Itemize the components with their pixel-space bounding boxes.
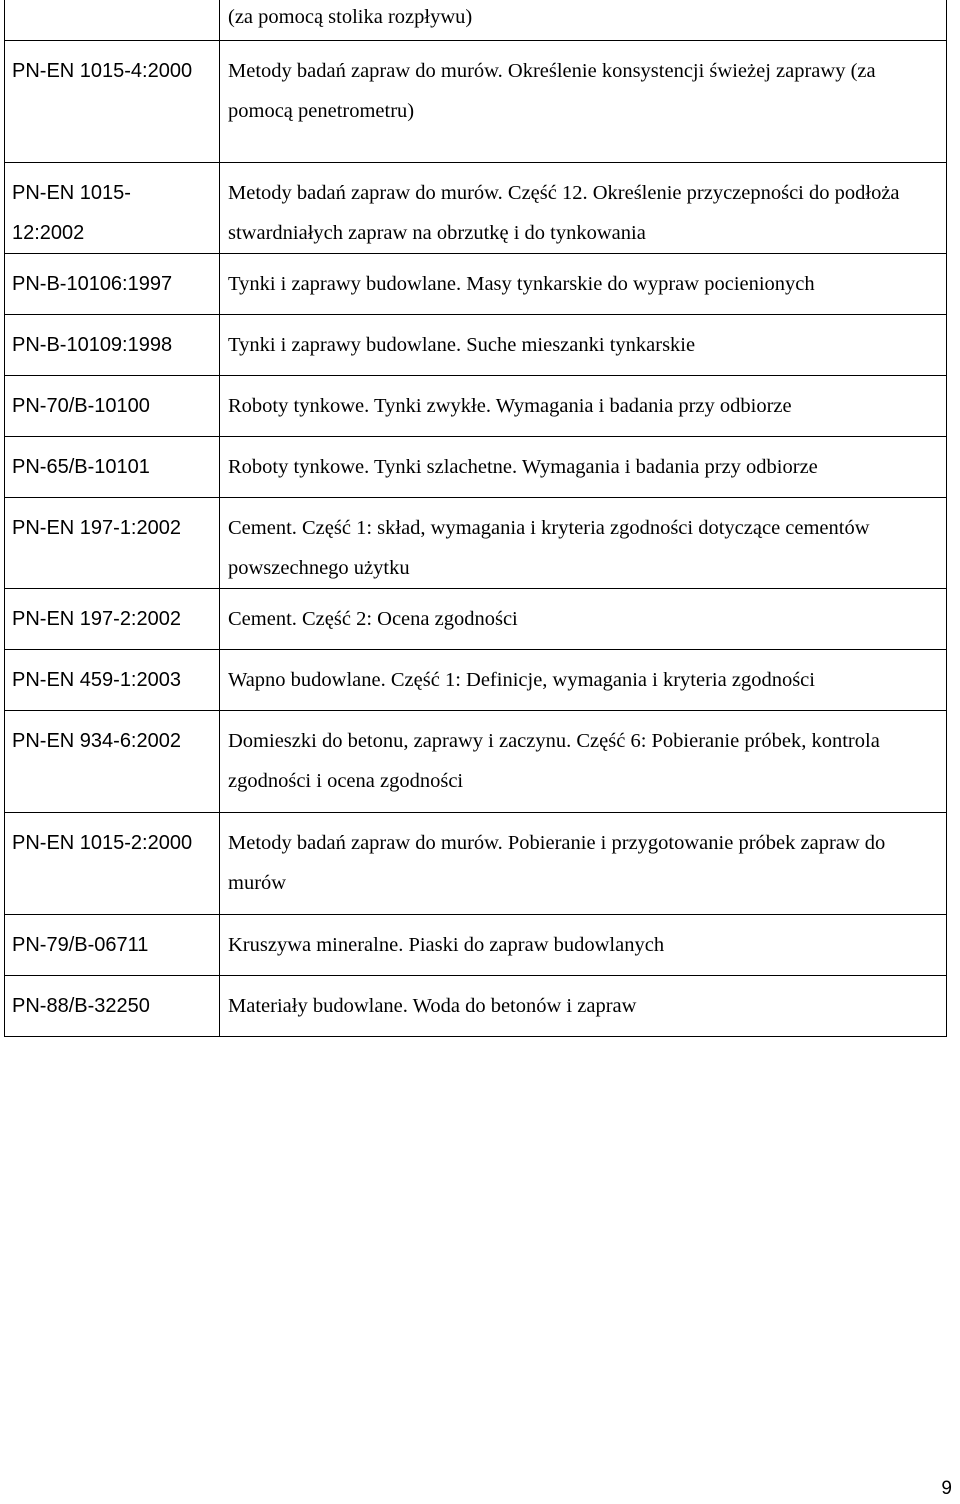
- standard-description: Domieszki do betonu, zaprawy i zaczynu. Część 6: Pobieranie próbek, kontrola zgodności i ocena zgodności: [228, 729, 880, 792]
- standard-description: Roboty tynkowe. Tynki szlachetne. Wymagania i badania przy odbiorze: [228, 455, 818, 478]
- standard-code-cell: [5, 497, 220, 588]
- standard-description-cell: [220, 914, 947, 975]
- table-row: [5, 40, 947, 162]
- standard-code: PN-65/B-10101: [12, 455, 150, 478]
- standard-code-cell: [5, 162, 220, 253]
- table-row: [5, 975, 947, 1036]
- standard-description-cell: [220, 497, 947, 588]
- standard-description-cell: [220, 314, 947, 375]
- standard-code-cell: [5, 914, 220, 975]
- table-row: [5, 375, 947, 436]
- page-number: 9: [941, 1478, 952, 1499]
- standard-code: PN-88/B-32250: [12, 994, 150, 1017]
- table-row: [5, 649, 947, 710]
- standard-description: Metody badań zapraw do murów. Część 12. Określenie przyczepności do podłoża stwardniałych zapraw na obrzutkę i do tynkowania: [228, 181, 900, 244]
- standard-code-cell: [5, 375, 220, 436]
- standard-code-cell: [5, 40, 220, 162]
- standard-code-cell: [5, 314, 220, 375]
- table-row: [5, 253, 947, 314]
- table-row: [5, 812, 947, 914]
- standard-description-cell: [220, 0, 947, 40]
- standard-code: PN-B-10106:1997: [12, 272, 173, 295]
- standard-code-cell: [5, 975, 220, 1036]
- standard-description-cell: [220, 812, 947, 914]
- standard-code-cell: [5, 588, 220, 649]
- table-row: [5, 497, 947, 588]
- standard-description-cell: [220, 375, 947, 436]
- standard-code-cell: [5, 253, 220, 314]
- table-row: [5, 314, 947, 375]
- standard-code: PN-79/B-06711: [12, 933, 149, 956]
- table-row: [5, 162, 947, 253]
- standard-code: PN-70/B-10100: [12, 394, 150, 417]
- standard-description-cell: [220, 710, 947, 812]
- standard-description: Roboty tynkowe. Tynki zwykłe. Wymagania i badania przy odbiorze: [228, 394, 792, 417]
- standard-description-cell: [220, 975, 947, 1036]
- standard-description: Metody badań zapraw do murów. Określenie konsystencji świeżej zaprawy (za pomocą penetrometru): [228, 59, 876, 122]
- standard-code: PN-B-10109:1998: [12, 333, 173, 356]
- standard-description: Tynki i zaprawy budowlane. Suche mieszanki tynkarskie: [228, 333, 696, 356]
- standard-code: PN-EN 1015-4:2000: [12, 59, 193, 82]
- standard-description-cell: [220, 436, 947, 497]
- standard-description: (za pomocą stolika rozpływu): [228, 6, 473, 28]
- standard-description-cell: [220, 162, 947, 253]
- standard-description-cell: [220, 588, 947, 649]
- standard-description: Materiały budowlane. Woda do betonów i zapraw: [228, 994, 637, 1017]
- table-row: [5, 436, 947, 497]
- standard-description: Cement. Część 1: skład, wymagania i kryteria zgodności dotyczące cementów powszechnego użytku: [228, 516, 870, 579]
- standard-description: Kruszywa mineralne. Piaski do zapraw budowlanych: [228, 933, 665, 956]
- standard-code-cell: [5, 0, 220, 40]
- standard-description: Tynki i zaprawy budowlane. Masy tynkarskie do wypraw pocienionych: [228, 272, 815, 295]
- standard-code: PN-EN 1015-12:2002: [12, 181, 131, 244]
- standard-description: Cement. Część 2: Ocena zgodności: [228, 607, 518, 630]
- table-row: [5, 710, 947, 812]
- standard-code-cell: [5, 436, 220, 497]
- standard-code: PN-EN 934-6:2002: [12, 729, 181, 752]
- standard-description: Metody badań zapraw do murów. Pobieranie i przygotowanie próbek zapraw do murów: [228, 831, 886, 894]
- standard-code-cell: [5, 649, 220, 710]
- standard-code: PN-EN 197-2:2002: [12, 607, 181, 630]
- table-row: [5, 914, 947, 975]
- table-row: [5, 0, 947, 40]
- standard-code: PN-EN 1015-2:2000: [12, 831, 193, 854]
- standard-code: PN-EN 197-1:2002: [12, 516, 181, 539]
- standard-description-cell: [220, 649, 947, 710]
- standard-code: PN-EN 459-1:2003: [12, 668, 181, 691]
- table-row: [5, 588, 947, 649]
- standard-description-cell: [220, 40, 947, 162]
- standard-description: Wapno budowlane. Część 1: Definicje, wymagania i kryteria zgodności: [228, 668, 815, 691]
- standard-description-cell: [220, 253, 947, 314]
- standards-table: [4, 0, 947, 1037]
- standard-code-cell: [5, 812, 220, 914]
- standard-code-cell: [5, 710, 220, 812]
